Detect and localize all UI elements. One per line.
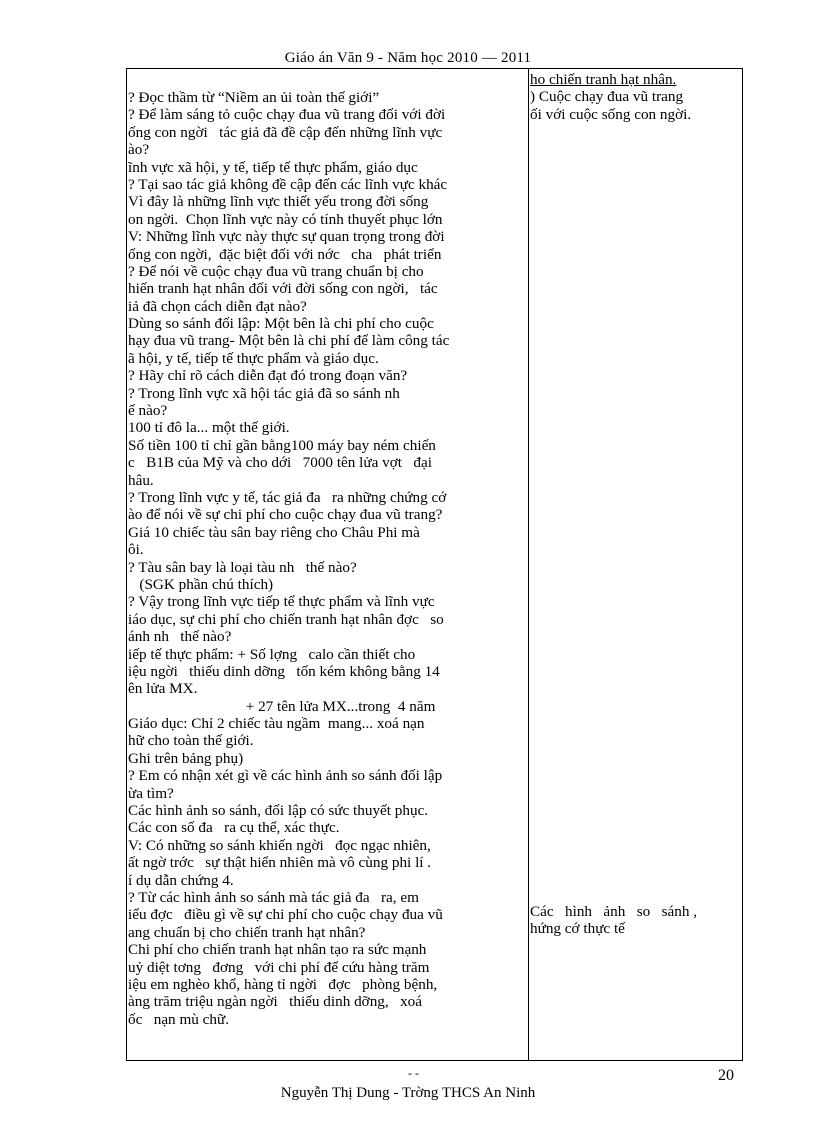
text-line: ĩnh vực xã hội, y tế, tiếp tế thực phẩm, giáo dục (128, 158, 418, 176)
text-line: àng trăm triệu ngàn ngời thiếu dinh dỡng, xoá (128, 993, 423, 1011)
text-line: ? Để làm sáng tỏ cuộc chạy đua vũ trang đối với đời (128, 106, 446, 124)
column-divider (528, 69, 529, 1061)
text-line: ? Em có nhận xét gì về các hình ảnh so sánh đối lập (128, 767, 443, 785)
text-line: ? Để nói về cuộc chạy đua vũ trang chuẩn bị cho (128, 262, 424, 280)
text-line: ánh nh thế nào? (128, 628, 232, 646)
text-line: on ngời. Chọn lĩnh vực này có tính thuyết phục lớn (128, 210, 443, 228)
text-line: Chi phí cho chiến tranh hạt nhân tạo ra sức mạnh (128, 941, 427, 959)
text-line: ho chiến tranh hạt nhân. (530, 71, 677, 88)
text-line: iệu ngời thiếu dinh dỡng tốn kém không bằng 14 (128, 662, 440, 680)
text-line: ? Trong lĩnh vực y tế, tác giả đa ra những chứng cớ (128, 488, 447, 506)
text-line: Số tiền 100 tỉ chỉ gần bằng100 máy bay ném chiến (128, 436, 436, 454)
text-line: hứng cớ thực tế (530, 920, 625, 938)
text-line: uỷ diệt tơng đơng với chi phí để cứu hàng trăm (128, 958, 430, 976)
text-line: hữ cho toàn thế giới. (128, 732, 254, 750)
text-line: ? Hãy chỉ rõ cách diễn đạt đó trong đoạn văn? (128, 367, 408, 385)
text-line: Dùng so sánh đối lập: Một bên là chi phí cho cuộc (128, 315, 434, 333)
text-line: ã hội, y tế, tiếp tế thực phẩm và giáo dục. (128, 349, 379, 367)
text-line: 100 tỉ đô la... một thế giới. (128, 419, 290, 437)
text-line: ? Từ các hình ảnh so sánh mà tác giả đa ra, em (128, 888, 419, 906)
text-line: hâu. (128, 471, 154, 489)
content-column-top (530, 71, 740, 123)
activity-column (128, 89, 524, 1028)
text-line: (SGK phần chú thích) (128, 575, 274, 593)
text-line: ào? (128, 141, 150, 159)
text-line: ôi. (128, 541, 144, 559)
text-line: ? Tại sao tác giả không đề cập đến các lĩnh vực khác (128, 175, 448, 193)
text-line: iểu đợc điều gì về sự chi phí cho cuộc chạy đua vũ (128, 906, 443, 924)
text-line: hiến tranh hạt nhân đối với đời sống con ngời, tác (128, 280, 438, 298)
text-line: í dụ dẫn chứng 4. (128, 871, 234, 889)
text-line: ối với cuộc sống con ngời. (530, 105, 692, 123)
page-header: Giáo án Văn 9 - Năm học 2010 — 2011 (284, 50, 532, 66)
text-line: ào để nói về sự chi phí cho cuộc chạy đua vũ trang? (128, 506, 443, 524)
text-line: V: Có những so sánh khiến ngời đọc ngạc nhiên, (128, 836, 431, 854)
text-line: ên lửa MX. (128, 680, 198, 698)
text-line: Vì đây là những lĩnh vực thiết yếu trong đời sống (128, 193, 429, 211)
text-line: iáo dục, sự chi phí cho chiến tranh hạt nhân đợc so (128, 610, 444, 628)
text-line: Giáo dục: Chỉ 2 chiếc tàu ngầm mang... xoá nạn (128, 715, 425, 733)
text-line: Ghi trên bảng phụ) (128, 749, 244, 767)
text-line: ống con ngời, đặc biệt đối với nớc cha phát triển (128, 245, 442, 263)
text-line: Các hình ảnh so sánh, đối lập có sức thuyết phục. (128, 802, 429, 820)
text-line: Giá 10 chiếc tàu sân bay riêng cho Châu Phi mà (128, 523, 420, 541)
text-line: ) Cuộc chạy đua vũ trang (530, 88, 684, 106)
text-line: iếp tế thực phẩm: + Số lợng calo cần thiết cho (128, 645, 416, 663)
text-line: Các con số đa ra cụ thể, xác thực. (128, 819, 340, 837)
text-line: ? Tàu sân bay là loại tàu nh thế nào? (128, 558, 357, 576)
page-footer: Nguyễn Thị Dung - Trờng THCS An Ninh (280, 1085, 536, 1101)
text-line: ế nào? (128, 402, 168, 420)
footer-marks: - - (408, 1066, 419, 1080)
text-line: hạy đua vũ trang- Một bên là chi phí để làm công tác (128, 332, 450, 350)
content-column-middle (530, 903, 740, 938)
text-line: ? Trong lĩnh vực xã hội tác giả đã so sánh nh (128, 384, 400, 402)
text-line: ất ngờ trớc sự thật hiển nhiên mà vô cùng phi lí . (128, 854, 432, 872)
text-line: iệu em nghèo khổ, hàng tỉ ngời đợc phòng bệnh, (128, 975, 438, 993)
text-line: ừa tìm? (128, 784, 174, 802)
text-line: ống con ngời tác giả đã đề cập đến những lĩnh vực (128, 123, 443, 141)
text-line: ốc nạn mù chữ. (128, 1010, 230, 1028)
text-line: c B1B của Mỹ và cho dới 7000 tên lửa vợt đại (128, 454, 432, 472)
text-line: iả đã chọn cách diễn đạt nào? (128, 297, 307, 315)
text-line: + 27 tên lửa MX...trong 4 năm (128, 697, 436, 715)
text-line: ? Vậy trong lĩnh vực tiếp tế thực phẩm và lĩnh vực (128, 593, 435, 611)
text-line: ang chuẩn bị cho chiến tranh hạt nhân? (128, 923, 366, 941)
text-line: ? Đọc thầm từ “Niềm an ủi toàn thế giới” (128, 89, 380, 106)
text-line: V: Những lĩnh vực này thực sự quan trọng trong đời (128, 228, 445, 246)
text-line: Các hình ảnh so sánh , (530, 903, 698, 920)
page-number: 20 (718, 1067, 734, 1084)
